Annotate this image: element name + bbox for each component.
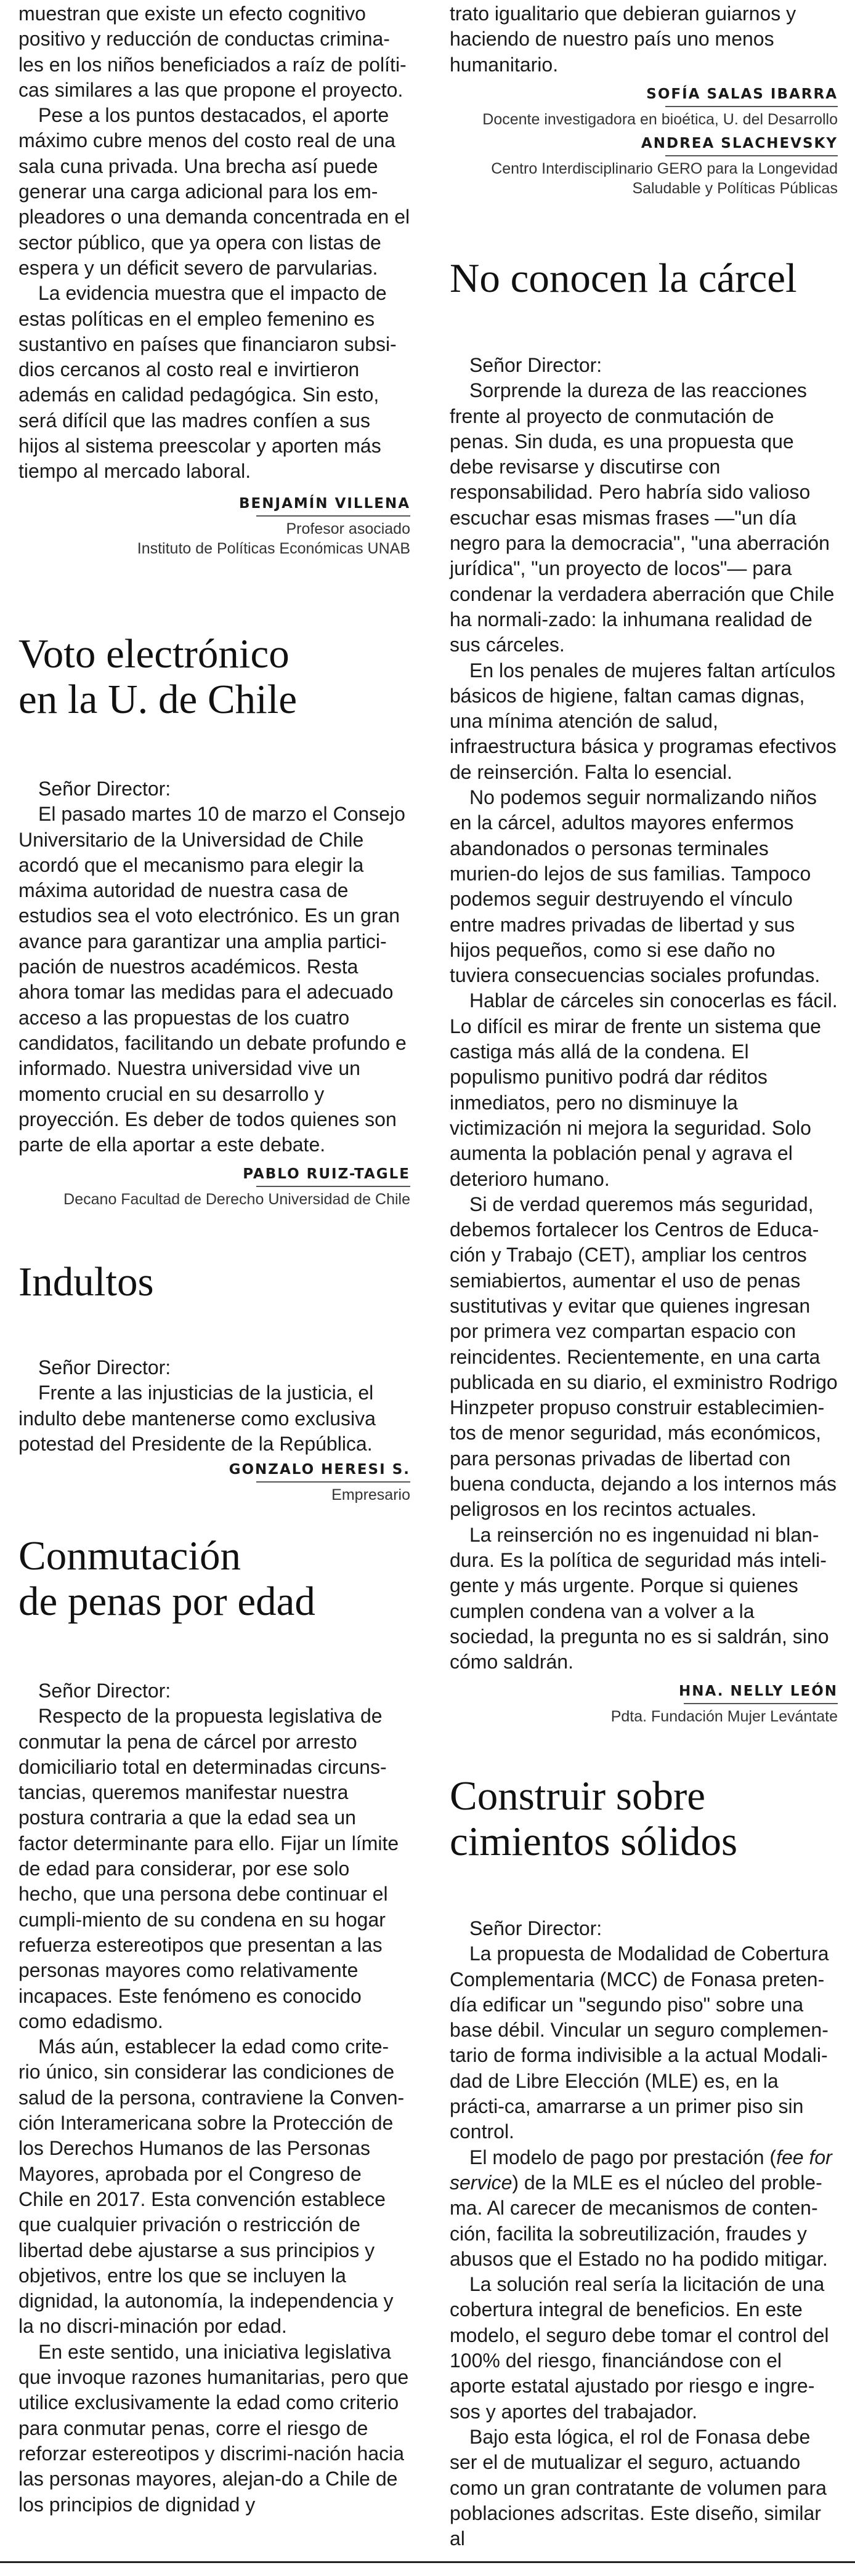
letter-paragraph: Si de verdad queremos más seguridad, debemos fortalecer los Centros de Educa-ción y Trabajo (CET), ampliar los centros semiabiertos, aumentar el uso de penas sustitutivas y evitar que quienes ingresan por primera vez compartan espacio con reincidentes. Recientemente, en una carta publicada en su diario, el exministro Rodrigo Hinzpeter propuso construir establecimien-tos de menor seguridad, más económicos, para personas privadas de libertad con buena conducta, dejando a los internos más peligrosos en los recintos actuales. — [450, 1193, 838, 1521]
letter-heading — [18, 631, 410, 722]
salutation: Señor Director: — [469, 354, 602, 376]
letter-heading — [18, 1533, 410, 1624]
signer-name: GONZALO HERESI S. — [229, 1462, 410, 1478]
letter-paragraph: muestran que existe un efecto cognitivo positivo y reducción de conductas crimina-les en los niños beneficiados a raíz de políti-cas similares a las que propone el proyecto. — [18, 2, 407, 101]
italic-term: fee for service — [450, 2146, 832, 2194]
letter-heading — [450, 256, 838, 301]
heading-line: Indultos — [18, 1259, 154, 1305]
signature-rule — [256, 1186, 410, 1187]
letter-heading — [18, 1259, 410, 1305]
letter-indultos — [18, 1259, 410, 1505]
text-run: ) de la MLE es el núcleo del proble-ma. Al carecer de mecanismos de conten-ción, facilita la sobreutilización, fraudes y abusos que el Estado no ha podido mitigar. — [450, 2171, 828, 2270]
letter-villena — [18, 1, 410, 558]
signer-title: Decano Facultad de Derecho Universidad de Chile — [63, 1191, 410, 1209]
letter-paragraph: En los penales de mujeres faltan artículos básicos de higiene, faltan camas dignas, una mínima atención de salud, infraestructura básica y programas efectivos de reinserción. Falta lo esencial. — [450, 659, 837, 783]
signature-rule — [684, 1703, 838, 1704]
letter-paragraph: Bajo esta lógica, el rol de Fonasa debe ser el de mutualizar el seguro, actuando como un gran contratante de volumen para poblaciones adscritas. Este diseño, similar al — [450, 2425, 827, 2550]
signer-name: PABLO RUIZ-TAGLE — [243, 1166, 410, 1183]
salutation: Señor Director: — [38, 1356, 171, 1379]
letter-paragraph: No podemos seguir normalizando niños en la cárcel, adultos mayores enfermos abandonados o personas terminales murien-do lejos de sus familias. Tampoco podemos seguir destruyendo el vínculo entre madres privadas de libertad y sus hijos pequeños, como si ese daño no tuviera consecuencias sociales profundas. — [450, 786, 821, 987]
signature-rule — [665, 106, 838, 107]
letter-no-conocen-la-carcel — [450, 256, 838, 1726]
signer-name: BENJAMÍN VILLENA — [239, 495, 410, 512]
signer-title: Pdta. Fundación Mujer Levántate — [610, 1708, 838, 1726]
signer-name: HNA. NELLY LEÓN — [679, 1683, 838, 1700]
page-bottom-rule — [0, 2561, 855, 2563]
letter-paragraph — [450, 2145, 838, 2272]
letter-paragraph: La evidencia muestra que el impacto de estas políticas en el empleo femenino es sustantivo en países que financiaron subsi-dios cercanos al costo real e invirtieron además en calidad pedagógica. Sin esto, será difícil que las madres confíen a sus hijos al sistema preescolar y aporten más tiempo al mercado laboral. — [18, 282, 397, 483]
letter-paragraph: Más aún, establecer la edad como crite-rio único, sin considerar las condiciones de salud de la persona, contraviene la Conven-ción Interamericana sobre la Protección de los Derechos Humanos de las Personas Mayores, aprobada por el Congreso de Chile en 2017. Esta convención establece que cualquier privación o restricción de libertad debe ajustarse a sus principios y objetivos, entre los que se incluyen la dignidad, la autonomía, la independencia y la no discri-minación por edad. — [18, 2035, 405, 2338]
letter-paragraph: Frente a las injusticias de la justicia, el indulto debe mantenerse como exclusiva potestad del Presidente de la República. — [18, 1382, 376, 1455]
letter-paragraph: Pese a los puntos destacados, el aporte máximo cubre menos del costo real de una sala cuna privada. Una brecha así puede generar una carga adicional para los em-pleadores o una demanda concentrada en el sector público, que ya opera con listas de espera y un déficit severo de parvularias. — [18, 104, 410, 279]
signer-title: Profesor asociado — [286, 520, 410, 537]
heading-line: en la U. de Chile — [18, 677, 298, 722]
signer-title: Docente investigadora en bioética, U. del Desarrollo — [482, 110, 838, 128]
heading-line: de penas por edad — [18, 1579, 315, 1624]
letter-paragraph: La reinserción no es ingenuidad ni blan-dura. Es la política de seguridad más inteli-gente y más urgente. Porque si quienes cumplen condena van a volver a la sociedad, la pregunta no es si saldrán, sino cómo saldrán. — [450, 1523, 829, 1673]
signer-title: Centro Interdisciplinario GERO para la Longevidad — [491, 159, 838, 177]
salutation: Señor Director: — [38, 1680, 171, 1702]
letter-paragraph: La solución real sería la licitación de una cobertura integral de beneficios. En este modelo, el seguro debe tomar el control del 100% del riesgo, financiándose con el aporte estatal ajustado por riesgo e ingre-sos y aportes del trabajador. — [450, 2273, 829, 2423]
heading-line: Construir sobre — [450, 1773, 705, 1819]
heading-line: No conocen la cárcel — [450, 256, 797, 301]
letter-paragraph: Respecto de la propuesta legislativa de conmutar la pena de cárcel por arresto domiciliario total en determinadas circuns-tancias, queremos manifestar nuestra postura contraria a que la edad sea un factor determinante para ello. Fijar un límite de edad para considerar, por ese solo hecho, que una persona debe continuar el cumpli-miento de su condena en su hogar refuerza estereotipos que presentan a las personas mayores como relativamente incapaces. Este fenómeno es conocido como edadismo. — [18, 1705, 399, 2032]
text-run: El modelo de pago por prestación ( — [469, 2146, 777, 2168]
signature-rule — [256, 1481, 410, 1483]
letter-paragraph: trato igualitario que debieran guiarnos y haciendo de nuestro país uno menos humanitario. — [450, 2, 796, 76]
salutation: Señor Director: — [38, 778, 171, 800]
signer-title: Saludable y Políticas Públicas — [632, 179, 838, 197]
letter-conmutacion — [18, 1533, 410, 2518]
letter-heading — [450, 1773, 838, 1864]
letter-conmutacion-continued — [450, 1, 838, 198]
heading-line: Conmutación — [18, 1533, 241, 1579]
signer-title: Instituto de Políticas Económicas UNAB — [137, 539, 410, 557]
heading-line: Voto electrónico — [18, 631, 290, 677]
signer-name: ANDREA SLACHEVSKY — [641, 135, 838, 151]
letter-voto-electronico — [18, 631, 410, 1209]
letter-paragraph: Hablar de cárceles sin conocerlas es fácil. Lo difícil es mirar de frente un sistema que castiga más allá de la condena. El populismo punitivo podrá dar réditos inmediatos, pero no disminuye la victimización ni mejora la seguridad. Solo aumenta la población penal y agrava el deterioro humano. — [450, 989, 838, 1190]
letter-cimientos-solidos — [450, 1773, 838, 2551]
signature-rule — [256, 515, 410, 517]
heading-line: cimientos sólidos — [450, 1819, 738, 1864]
letter-paragraph: En este sentido, una iniciativa legislativa que invoque razones humanitarias, pero que utilice exclusivamente la edad como criterio para conmutar penas, corre el riesgo de reforzar estereotipos y discrimi-nación hacia las personas mayores, alejan-do a Chile de los principios de dignidad y — [18, 2340, 409, 2516]
signature-rule — [665, 155, 838, 156]
signer-title: Empresario — [331, 1486, 410, 1504]
letter-paragraph: El pasado martes 10 de marzo el Consejo Universitario de la Universidad de Chile acordó que el mecanismo para elegir la máxima autoridad de nuestra casa de estudios sea el voto electrónico. Es un gran avance para garantizar una amplia partici-pación de nuestros académicos. Resta ahora tomar las medidas para el adecuado acceso a las propuestas de los cuatro candidatos, facilitando un debate profundo e informado. Nuestra universidad vive un momento crucial en su desarrollo y proyección. Es deber de todos quienes son parte de ella aportar a este debate. — [18, 803, 407, 1156]
letter-paragraph: La propuesta de Modalidad de Cobertura Complementaria (MCC) de Fonasa preten-día edificar un "segundo piso" sobre una base débil. Vincular un seguro complemen-tario de forma indivisible a la actual Modali-dad de Libre Elección (MLE) es, en la prácti-ca, amarrarse a un primer piso sin control. — [450, 1942, 829, 2143]
signer-name: SOFÍA SALAS IBARRA — [646, 86, 838, 102]
salutation: Señor Director: — [469, 1917, 602, 1939]
letter-paragraph: Sorprende la dureza de las reacciones frente al proyecto de conmutación de penas. Sin duda, es una propuesta que debe revisarse y discutirse con responsabilidad. Pero habría sido valioso escuchar esas mismas frases —"un día negro para la democracia", "una aberración jurídica", "un proyecto de locos"— para condenar la verdadera aberración que Chile ha normali-zado: la inhumana realidad de sus cárceles. — [450, 379, 835, 656]
